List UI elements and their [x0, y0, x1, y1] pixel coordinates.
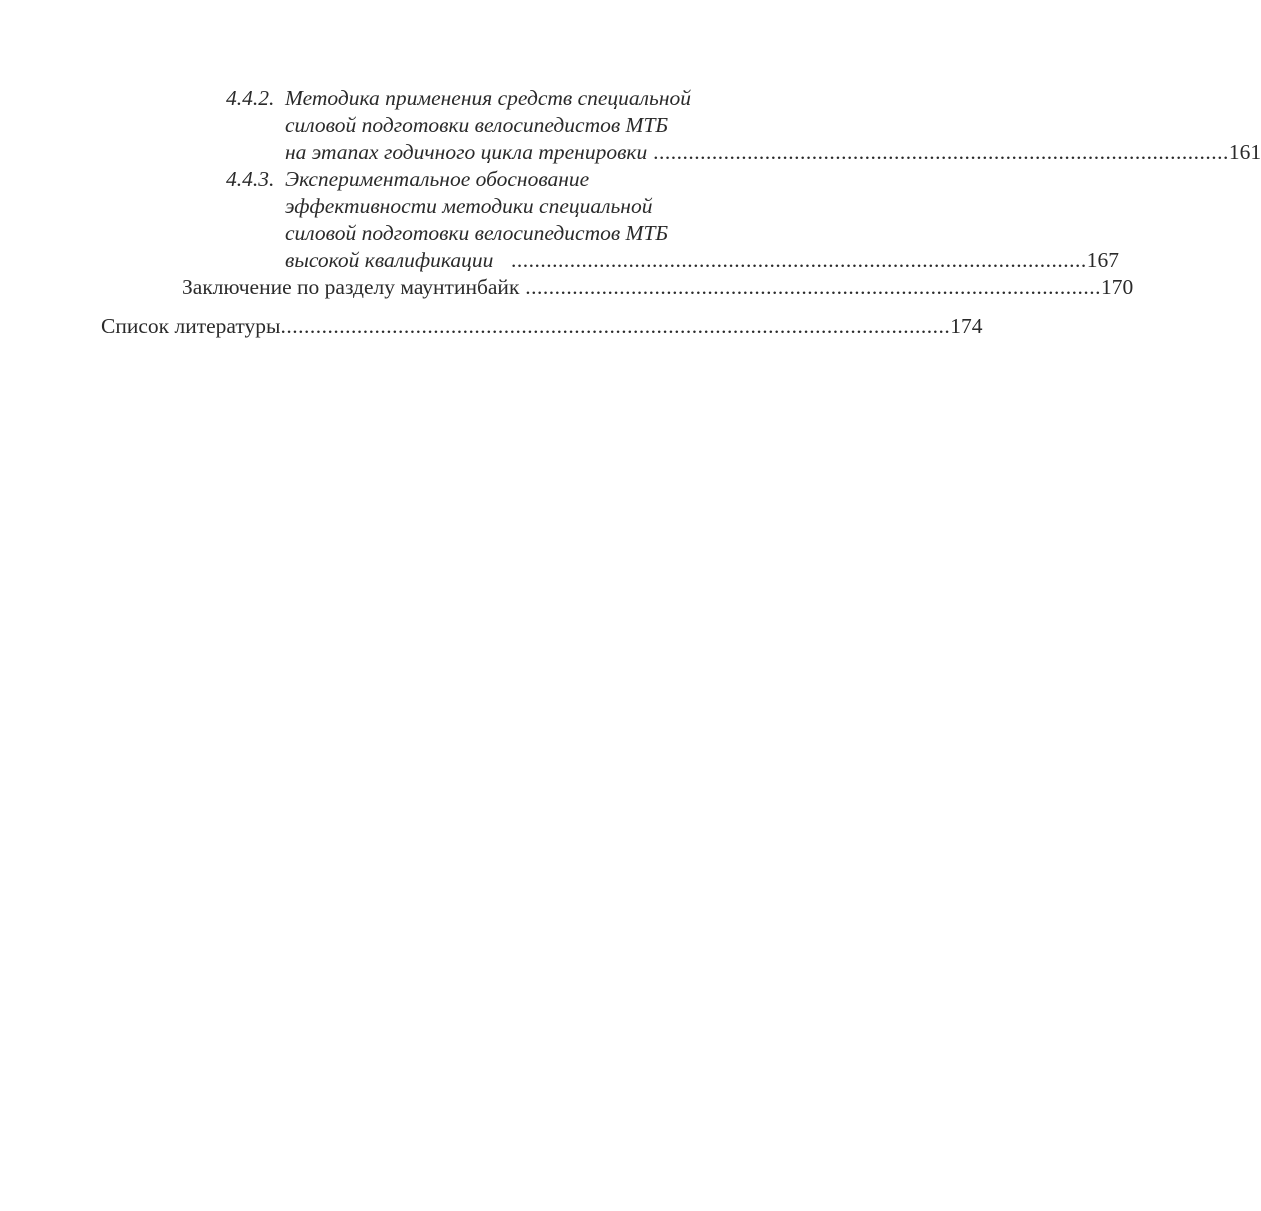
- toc-entry-442-line3: [285, 139, 1261, 166]
- toc-entry-442-page: 161: [1228, 140, 1261, 164]
- toc-references-page: 174: [950, 314, 983, 338]
- toc-entry-442-number: 4.4.2.: [226, 86, 275, 110]
- toc-entry-references: [101, 313, 983, 340]
- toc-entry-443-text1: Экспериментальное обоснование: [285, 167, 590, 191]
- toc-entry-443-line3: силовой подготовки велосипедистов МТБ: [285, 221, 669, 245]
- leader-dots: ..................................................................................................: [647, 140, 1229, 164]
- toc-entry-442-line1: [226, 85, 779, 112]
- toc-references-title: Список литературы: [101, 314, 281, 338]
- toc-entry-442-text3: на этапах годичного цикла тренировки: [285, 140, 648, 164]
- toc-entry-conclusion: [182, 274, 1134, 301]
- leader-dots: ..................................................................................................: [493, 248, 1087, 272]
- toc-entry-443-number: 4.4.3.: [226, 167, 275, 191]
- toc-entry-442-line2: силовой подготовки велосипедистов МТБ: [285, 113, 669, 137]
- toc-entry-443-text4: высокой квалификации: [285, 248, 494, 272]
- toc-entry-442-text1: Методика применения средств специальной: [285, 86, 692, 110]
- toc-conclusion-title: Заключение по разделу маунтинбайк: [182, 275, 520, 299]
- toc-entry-443-line4: [285, 247, 1120, 274]
- toc-entry-443-page: 167: [1086, 248, 1120, 272]
- toc-entry-443-line2: эффективности методики специальной: [285, 194, 653, 218]
- leader-dots: ..................................................................................................................: [280, 314, 951, 338]
- toc-conclusion-page: 170: [1101, 275, 1134, 299]
- leader-dots: ..................................................................................................: [519, 275, 1102, 299]
- toc-entry-443-line1: [226, 166, 779, 193]
